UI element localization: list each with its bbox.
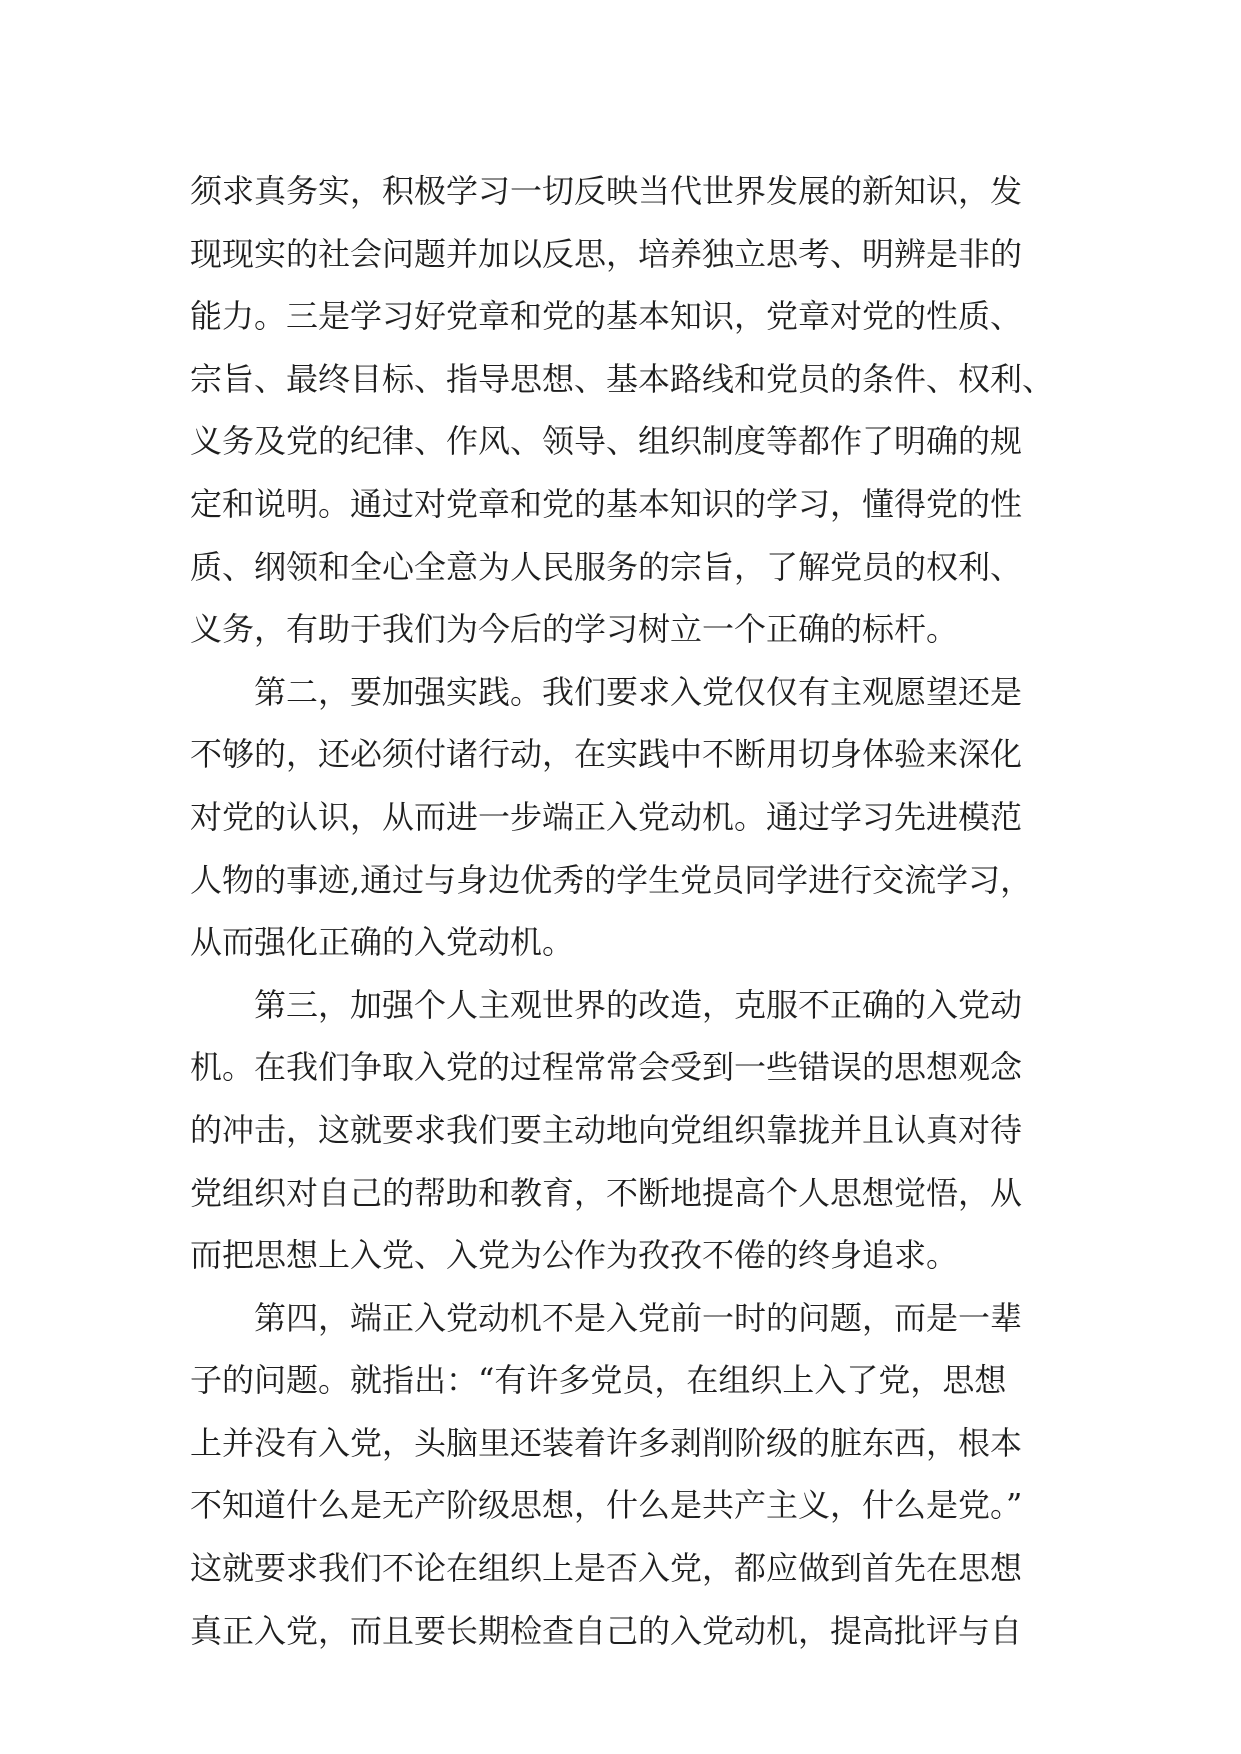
text-line: 上并没有入党，头脑里还装着许多剥削阶级的脏东西，根本: [190, 1423, 1023, 1462]
text-line: 对党的认识，从而进一步端正入党动机。通过学习先进模范: [190, 797, 1023, 836]
text-line: 宗旨、最终目标、指导思想、基本路线和党员的条件、权利、: [190, 359, 1055, 398]
paragraph-first-line: 第三，加强个人主观世界的改造，克服不正确的入党动: [254, 985, 1023, 1024]
paragraph-first-line: 第二，要加强实践。我们要求入党仅仅有主观愿望还是: [254, 672, 1023, 711]
text-line: 这就要求我们不论在组织上是否入党，都应做到首先在思想: [190, 1549, 1023, 1588]
text-line: 而把思想上入党、入党为公作为孜孜不倦的终身追求。: [190, 1236, 959, 1275]
paragraph-first-line: 第四，端正入党动机不是入党前一时的问题，而是一辈: [254, 1298, 1023, 1337]
text-line: 真正入党，而且要长期检查自己的入党动机，提高批评与自: [190, 1611, 1023, 1650]
text-line: 子的问题。就指出：“有许多党员，在组织上入了党，思想: [190, 1361, 1007, 1400]
body-text: [190, 160, 1070, 1662]
text-line: 人物的事迹,通过与身边优秀的学生党员同学进行交流学习，: [190, 860, 1033, 899]
text-line: 的冲击，这就要求我们要主动地向党组织靠拢并且认真对待: [190, 1110, 1023, 1149]
text-line: 须求真务实，积极学习一切反映当代世界发展的新知识，发: [190, 172, 1023, 210]
text-line: 质、纲领和全心全意为人民服务的宗旨，了解党员的权利、: [190, 547, 1023, 586]
text-line: 义务及党的纪律、作风、领导、组织制度等都作了明确的规: [190, 422, 1023, 461]
text-line: 不知道什么是无产阶级思想，什么是共产主义，什么是党。”: [190, 1486, 1023, 1525]
text-line: 机。在我们争取入党的过程常常会受到一些错误的思想观念: [190, 1048, 1023, 1087]
text-line: 不够的，还必须付诸行动，在实践中不断用切身体验来深化: [190, 735, 1023, 774]
text-line: 党组织对自己的帮助和教育，不断地提高个人思想觉悟，从: [190, 1173, 1023, 1212]
text-line: 定和说明。通过对党章和党的基本知识的学习，懂得党的性: [190, 484, 1023, 523]
text-line: 能力。三是学习好党章和党的基本知识，党章对党的性质、: [190, 297, 1023, 336]
text-line: 现现实的社会问题并加以反思，培养独立思考、明辨是非的: [190, 234, 1023, 273]
text-line: 从而强化正确的入党动机。: [190, 923, 575, 962]
text-line: 义务，有助于我们为今后的学习树立一个正确的标杆。: [190, 610, 959, 649]
